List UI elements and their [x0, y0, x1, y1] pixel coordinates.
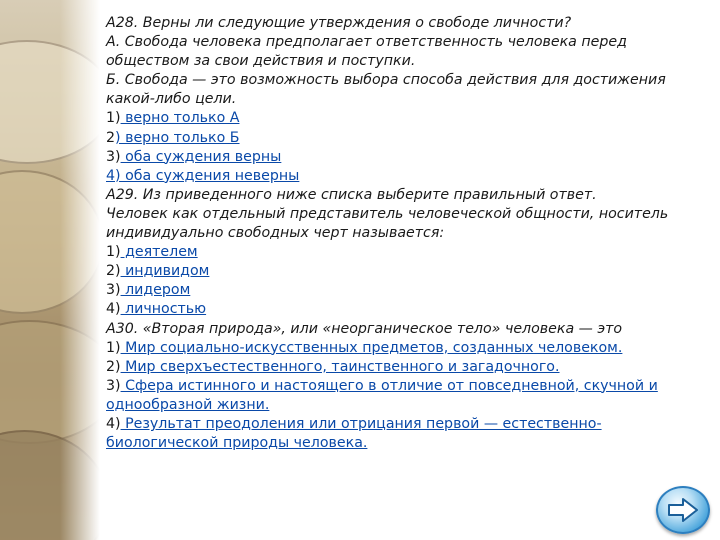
- q30-option-3-link[interactable]: Сфера истинного и настоящего в отличие от повседневной, скучной и: [120, 377, 658, 394]
- q30-option-3-link-cont[interactable]: однообразной жизни.: [106, 396, 270, 413]
- q30-option-1: 1) Мир социально-искусственных предметов, созданных человеком.: [106, 339, 623, 356]
- q30-option-4: 4) Результат преодоления или отрицания первой — естественно-: [106, 415, 602, 432]
- q28-option-2-link[interactable]: ) верно только Б: [115, 129, 240, 146]
- q30-option-1-link[interactable]: Мир социально-искусственных предметов, созданных человеком.: [120, 339, 623, 356]
- q29-option-1: 1) деятелем: [106, 244, 198, 261]
- q28-option-3-link[interactable]: оба суждения верны: [120, 148, 282, 165]
- q28-option-1-link[interactable]: верно только А: [120, 110, 240, 127]
- q29-option-3: 3) лидером: [106, 282, 191, 299]
- statement-a: А. Свобода человека предполагает ответственность человека перед: [106, 34, 627, 51]
- q30-option-4-link-cont[interactable]: биологической природы человека.: [106, 435, 368, 452]
- q30-option-4-link[interactable]: Результат преодоления или отрицания первой — естественно-: [120, 415, 602, 432]
- q30-option-4-cont: [106, 434, 706, 453]
- q28-option-4: [106, 167, 706, 186]
- q28-option-2: 2) верно только Б: [106, 129, 240, 146]
- question-28-title: А28. Верны ли следующие утверждения о свободе личности?: [106, 15, 572, 31]
- question-29-text-cont: индивидуально свободных черт называется:: [106, 225, 445, 242]
- books-background-image: [0, 0, 100, 540]
- q30-option-2: 2) Мир сверхъестественного, таинственного и загадочного.: [106, 358, 560, 375]
- q29-option-4-link[interactable]: личностью: [120, 301, 207, 318]
- question-29-text: Человек как отдельный представитель человеческой общности, носитель: [106, 205, 669, 222]
- question-30-title: А30. «Вторая природа», или «неорганическое тело» человека — это: [106, 320, 623, 337]
- q28-option-1: 1) верно только А: [106, 110, 240, 127]
- arrow-right-icon: [667, 497, 699, 523]
- questions-text: [106, 14, 706, 453]
- statement-a-cont: обществом за свои действия и поступки.: [106, 53, 416, 70]
- q29-option-2: 2) индивидом: [106, 263, 210, 280]
- question-29-title: А29. Из приведенного ниже списка выберите правильный ответ.: [106, 186, 597, 203]
- statement-b-cont: какой-либо цели.: [106, 91, 237, 108]
- q29-option-3-link[interactable]: лидером: [120, 282, 191, 299]
- q29-option-4: 4) личностью: [106, 301, 207, 318]
- q30-option-3-cont: [106, 396, 706, 415]
- q28-option-4-link[interactable]: 4) оба суждения неверны: [106, 167, 300, 184]
- q29-option-2-link[interactable]: индивидом: [120, 263, 210, 280]
- q30-option-2-link[interactable]: Мир сверхъестественного, таинственного и загадочного.: [120, 358, 560, 375]
- q30-option-3: 3) Сфера истинного и настоящего в отличие от повседневной, скучной и: [106, 377, 658, 394]
- next-slide-button[interactable]: [656, 486, 710, 534]
- statement-b: Б. Свобода — это возможность выбора способа действия для достижения: [106, 72, 666, 89]
- q29-option-1-link[interactable]: деятелем: [120, 244, 198, 261]
- q28-option-3: 3) оба суждения верны: [106, 148, 282, 165]
